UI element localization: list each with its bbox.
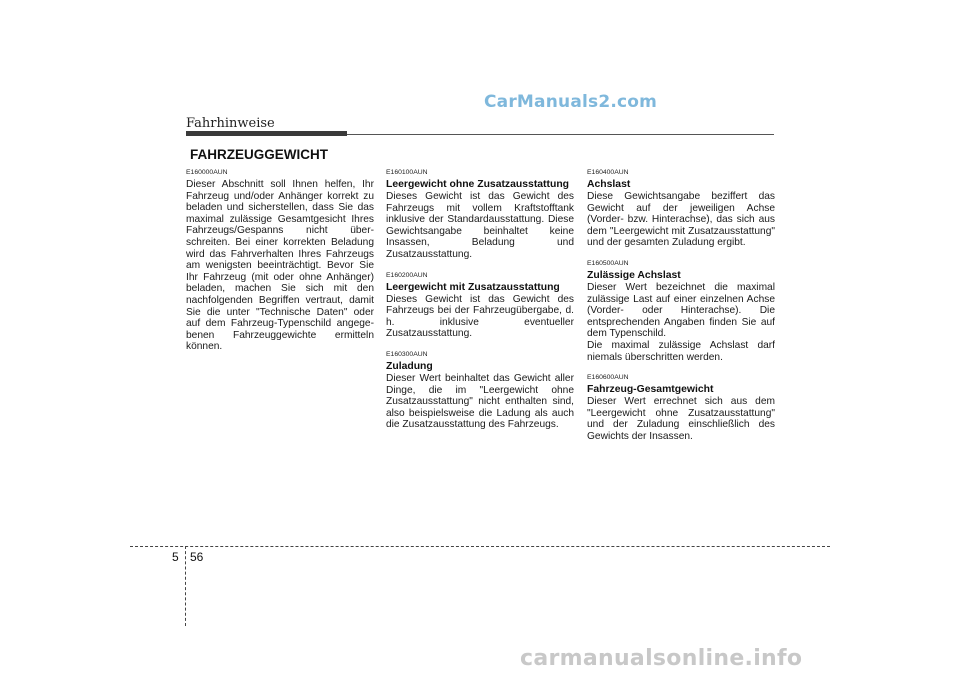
section-heading: Fahrzeug-Gesamtgewicht bbox=[587, 384, 714, 396]
paragraph: Dieses Gewicht ist das Gewicht des Fahrzeugs bei der Fahrzeugübergabe, d. h. inklusive eventueller Zusatzausstattung. bbox=[386, 293, 574, 340]
content-block bbox=[587, 168, 775, 249]
section-heading: Leergewicht mit Zusatzausstattung bbox=[386, 281, 560, 293]
reference-code: E160500AUN bbox=[587, 259, 629, 267]
footer-vertical-divider bbox=[185, 546, 186, 626]
paragraph: Die maximal zulässige Achslast darf niemals überschritten werden. bbox=[587, 339, 775, 363]
paragraph: Dieser Wert beinhaltet das Gewicht aller Dinge, die im "Leergewicht ohne Zusatzausstattung" nicht enthalten sind, also beispielsweise die Ladung als auch die Zusatzausstattung des Fahrzeugs. bbox=[386, 372, 574, 431]
header-rule-thin bbox=[347, 134, 774, 135]
text-column-2 bbox=[386, 168, 574, 441]
text-column-3 bbox=[587, 168, 775, 453]
section-header: Fahrhinweise bbox=[186, 116, 275, 131]
reference-code: E160200AUN bbox=[386, 271, 428, 279]
content-block bbox=[386, 168, 574, 261]
paragraph: Dieses Gewicht ist das Gewicht des Fahrzeugs mit vollem Kraftstofftank inklusive der Standardausstattung. Diese Gewichtsangabe beinhaltet keine Insassen, Beladung und Zusatzausstattung. bbox=[386, 191, 574, 260]
reference-code: E160000AUN bbox=[186, 169, 228, 176]
page-number: 56 bbox=[190, 550, 204, 564]
footer-divider bbox=[130, 546, 830, 547]
chapter-number: 5 bbox=[172, 550, 179, 564]
watermark-logo-bottom: carmanualsonline.info bbox=[520, 646, 803, 671]
paragraph: Diese Gewichtsangabe beziffert das Gewicht auf der jeweiligen Achse (Vorder- bzw. Hinterachse), das sich aus dem "Leergewicht mit Zusatzausstattung" und der gesamten Zuladung ergibt. bbox=[587, 191, 775, 249]
section-heading: Achslast bbox=[587, 179, 631, 190]
reference-code: E160300AUN bbox=[386, 350, 428, 358]
reference-code: E160100AUN bbox=[386, 169, 428, 176]
section-heading: Zuladung bbox=[386, 360, 433, 372]
text-column-1 bbox=[186, 168, 374, 363]
header-rule-dark bbox=[186, 131, 347, 136]
reference-code: E160600AUN bbox=[587, 374, 629, 382]
watermark-logo-top: CarManuals2.com bbox=[484, 92, 658, 112]
content-block bbox=[587, 259, 775, 363]
content-block bbox=[587, 373, 775, 442]
section-heading: Zulässige Achslast bbox=[587, 269, 681, 281]
content-block bbox=[386, 350, 574, 431]
reference-code: E160400AUN bbox=[587, 169, 629, 176]
paragraph: Dieser Wert bezeichnet die maximal zulässige Last auf einer einzelnen Achse (Vorder- oder Hinterachse). Die entsprechenden Angaben finden Sie auf dem Typenschild. bbox=[587, 281, 775, 340]
section-heading: Leergewicht ohne Zusatzausstattung bbox=[386, 179, 570, 190]
paragraph: Dieser Abschnitt soll Ihnen helfen, Ihr Fahrzeug und/oder Anhänger korrekt zu beladen und sicherstellen, dass Sie das maximal zulässige Gesamtgesicht Ihres Fahrzeugs/Gespanns nicht über-schreiten. Bei einer korrekten Beladung wird das Fahrverhalten Ihres Fahrzeugs am wenigsten beeinträchtigt. Bevor Sie Ihr Fahrzeug (mit oder ohne Anhänger) beladen, machen Sie sich mit den nachfolgenden Begriffen vertraut, damit Sie die unter "Technische Daten" oder auf dem Fahrzeug-Typenschild angege-benen Fahrzeuggewichte ermitteln können. bbox=[186, 179, 374, 353]
page-title: FAHRZEUGGEWICHT bbox=[190, 147, 328, 162]
paragraph: Dieser Wert errechnet sich aus dem "Leergewicht ohne Zusatzausstattung" und der Zuladung einschließlich des Gewichts der Insassen. bbox=[587, 396, 775, 442]
content-block bbox=[186, 168, 374, 353]
content-block bbox=[386, 271, 574, 340]
